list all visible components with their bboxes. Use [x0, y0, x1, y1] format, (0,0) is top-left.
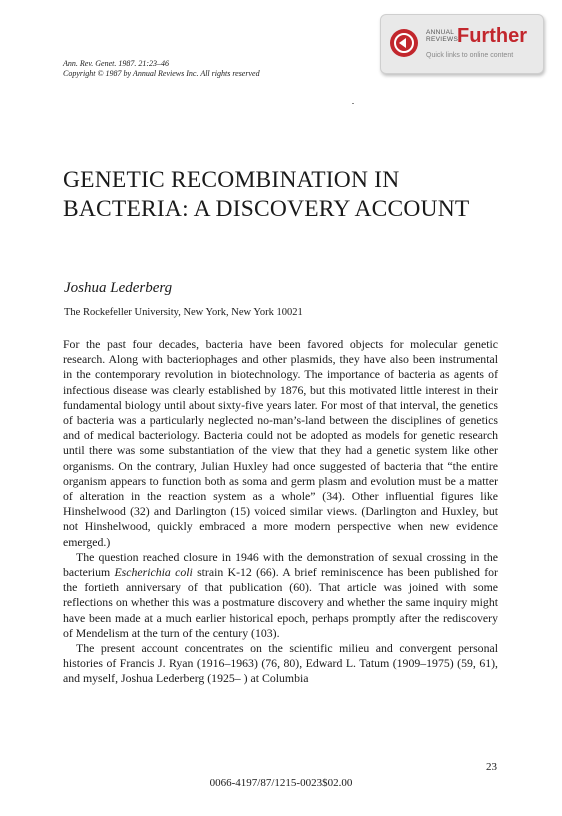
stray-mark [352, 103, 354, 104]
article-title: GENETIC RECOMBINATION IN BACTERIA: A DISCOVERY ACCOUNT [63, 167, 470, 222]
species-name: Escherichia coli [114, 565, 193, 580]
paragraph-2 [63, 550, 498, 641]
author-name: Joshua Lederberg [64, 280, 173, 296]
article-body [63, 337, 498, 687]
paragraph-2-start: The question reached closure in 1946 with the demonstration of sexual crossing in the bacterium [63, 549, 498, 580]
footer-code: 0066-4197/87/1215-0023$02.00 [209, 777, 353, 789]
further-banner[interactable] [380, 14, 544, 74]
banner-annual-label: ANNUAL [426, 29, 455, 36]
circle-arrow-icon [390, 29, 418, 57]
banner-reviews-label: REVIEWS [426, 36, 459, 43]
banner-further-label: Further [457, 25, 527, 47]
banner-quick-links-label: Quick links to online content [426, 52, 514, 59]
paragraph-1: For the past four decades, bacteria have been favored objects for molecular genetic research. Along with bacteriophages and other plasmids, they have also been instrumental in the contemporary revolution in biotechnology. The importance of bacteria as agents of infectious disease was clearly established by 1876, but this motivated little interest in their fundamental biology until about sixty-five years later. For most of that interval, the genetics of bacteria was a particularly neglected no-man’s-land between the disciplines of genetics and of medical bacteriology. Bacteria could not be adopted as models for genetic research until there was some substantiation of the view that they had a genetic system like other organisms. On the contrary, Julian Huxley had once suggested of bacteria that “the entire organism appears to function both as soma and germ plasm and evolution must be a matter of alteration in the reaction system as a whole” (34). Other influential figures like Hinshelwood (32) and Darlington (15) voiced similar views. (Darlington and Huxley, but not Hinshelwood, quickly embraced a more modern perspective when new evidence emerged.) [63, 337, 498, 549]
journal-citation: Ann. Rev. Genet. 1987. 21:23–46 [63, 59, 170, 68]
paragraph-2-end: strain K-12 (66). A brief reminiscence has been published for the fortieth anniversary of that publication (60). That article was joined with some reflections on whether this was a postmature discovery and whether the same inquiry might have been made at a much earlier historical epoch, perhaps promptly after the rediscovery of Mendelism at the turn of the century (103). [63, 565, 498, 640]
page-number: 23 [486, 761, 497, 773]
paragraph-3: The present account concentrates on the scientific milieu and convergent personal histories of Francis J. Ryan (1916–1963) (76, 80), Edward L. Tatum (1909–1975) (59, 61), and myself, Joshua Lederberg (1925– ) at Columbia [63, 641, 498, 686]
copyright-line: Copyright © 1987 by Annual Reviews Inc. All rights reserved [63, 69, 260, 78]
author-affiliation: The Rockefeller University, New York, New York 10021 [64, 307, 303, 318]
